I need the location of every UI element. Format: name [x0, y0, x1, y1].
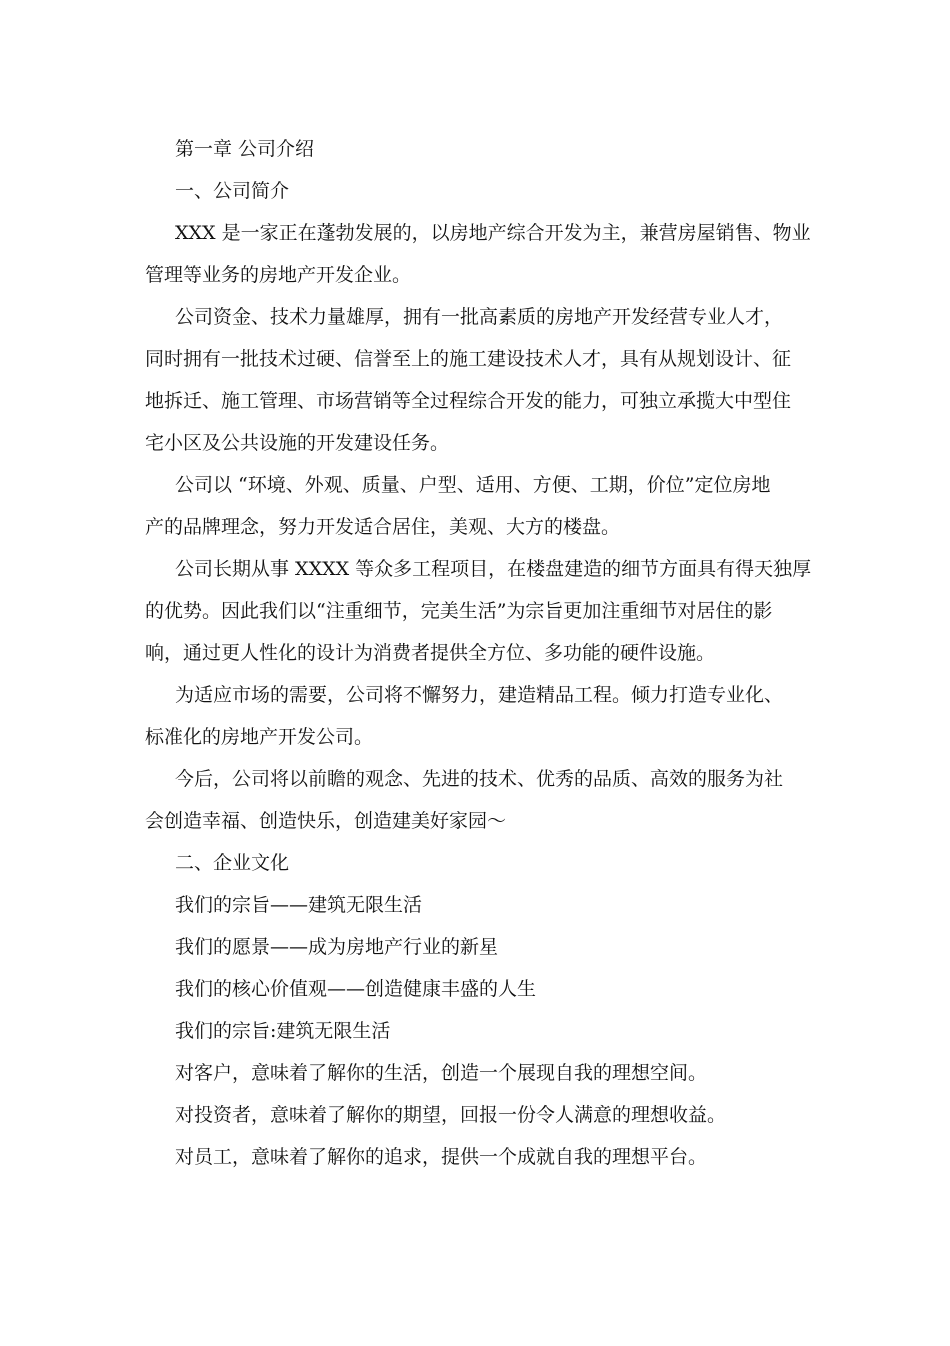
paragraph-experience: [145, 548, 812, 674]
paragraph-line: 公司长期从事 XXXX 等众多工程项目，在楼盘建造的细节方面具有得天独厚: [175, 558, 812, 580]
culture-item: 我们的宗旨——建筑无限生活: [175, 894, 423, 916]
paragraph-line: XXX 是一家正在蓬勃发展的，以房地产综合开发为主，兼营房屋销售、物业: [175, 222, 811, 244]
culture-list: [145, 884, 805, 1178]
paragraph-line: 地拆迁、施工管理、市场营销等全过程综合开发的能力，可独立承揽大中型住: [145, 390, 792, 412]
culture-item: 对员工，意味着了解你的追求，提供一个成就自我的理想平台。: [175, 1146, 708, 1168]
paragraph-intro: [145, 212, 811, 296]
paragraph-brand-concept: [145, 464, 805, 548]
section-title-corporate-culture: 二、企业文化: [175, 852, 290, 874]
paragraph-line: 管理等业务的房地产开发企业。: [145, 264, 412, 286]
paragraph-line: 今后，公司将以前瞻的观念、先进的技术、优秀的品质、高效的服务为社: [175, 768, 784, 790]
culture-item: 我们的愿景——成为房地产行业的新星: [175, 936, 499, 958]
section-title-company-profile: 一、公司简介: [175, 180, 290, 202]
paragraph-future: [145, 758, 805, 842]
paragraph-strength: [145, 296, 805, 464]
paragraph-market: [145, 674, 805, 758]
culture-item: 对客户，意味着了解你的生活，创造一个展现自我的理想空间。: [175, 1062, 708, 1084]
culture-item: 对投资者，意味着了解你的期望，回报一份令人满意的理想收益。: [175, 1104, 727, 1126]
paragraph-line: 标准化的房地产开发公司。: [145, 726, 374, 748]
culture-item: 我们的宗旨:建筑无限生活: [175, 1020, 391, 1042]
paragraph-line: 产的品牌理念，努力开发适合居住，美观、大方的楼盘。: [145, 516, 621, 538]
document-page: [145, 128, 812, 1178]
paragraph-line: 公司资金、技术力量雄厚，拥有一批高素质的房地产开发经营专业人才，: [175, 306, 784, 328]
culture-item: 我们的核心价值观——创造健康丰盛的人生: [175, 978, 537, 1000]
paragraph-line: 公司以 “环境、外观、质量、户型、适用、方便、工期，价位”定位房地: [175, 474, 771, 496]
chapter-title: 第一章 公司介绍: [175, 138, 315, 160]
paragraph-line: 宅小区及公共设施的开发建设任务。: [145, 432, 450, 454]
paragraph-line: 为适应市场的需要，公司将不懈努力，建造精品工程。倾力打造专业化、: [175, 684, 784, 706]
paragraph-line: 的优势。因此我们以“注重细节，完美生活”为宗旨更加注重细节对居住的影: [145, 600, 773, 622]
paragraph-line: 响，通过更人性化的设计为消费者提供全方位、多功能的硬件设施。: [145, 642, 716, 664]
paragraph-line: 同时拥有一批技术过硬、信誉至上的施工建设技术人才，具有从规划设计、征: [145, 348, 792, 370]
paragraph-line: 会创造幸福、创造快乐，创造建美好家园～: [145, 810, 507, 832]
